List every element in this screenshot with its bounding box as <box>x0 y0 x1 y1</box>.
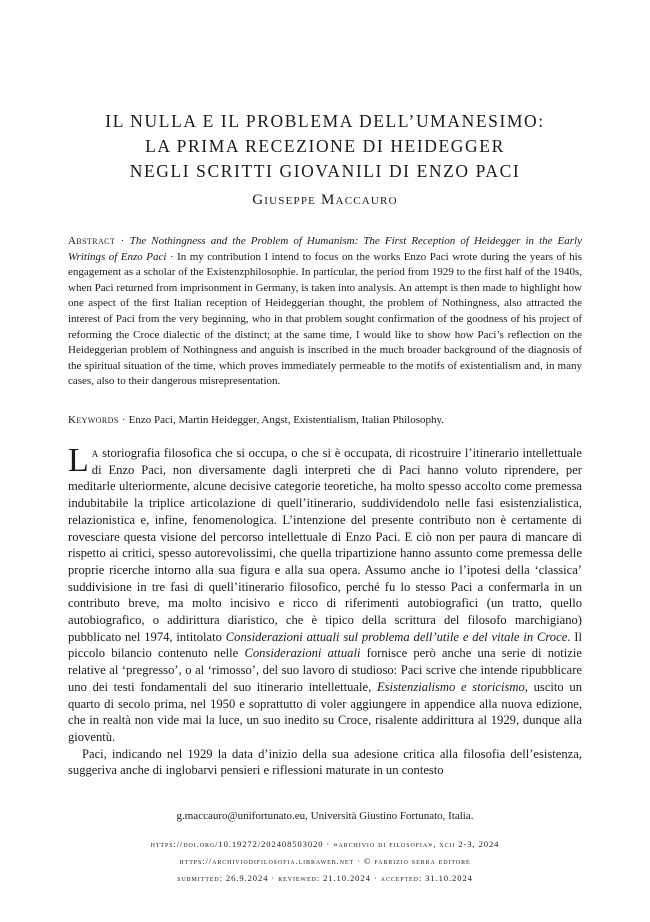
lead-letter: a <box>91 446 99 460</box>
cited-title-3: Esistenzialismo e storicismo <box>376 679 525 694</box>
paragraph-1-text-a: storiografia filosofica che si occupa, o che si è occupata, di ricostruire l’itinerario intellettuale di Enzo Paci, non diversamente dagli interpreti che di Paci hanno voluto riprendere, per meditarle ulteriormente, alcune decisive categorie teoretiche, ha molto spesso accolto come premessa indubitabile la triplice articolazione di quell’itinerario, suddividendolo nelle fasi esistenzialistica, relazionistica e, infine, fenomenologica. L’intenzione del presente contributo non è certamente di rovesciare questa visione del percorso intellettuale di Enzo Paci. E ciò non per paura di mancare di rispetto ai critici, spesso autorevolissimi, che quella tripartizione hanno assunto come premessa delle proprie ricerche intorno alla sua figura e alla sua opera. Assumo anche io l’ipotesi della ‘classica’ suddivisione in tre fasi di quell’itinerario filosofico, perché fu lo stesso Paci a confermarla in un contributo breve, ma molto incisivo e ricco di riferimenti autobiografici (un tratto, quello autobiografico, o addirittura diaristico, che è tipico della scrittura del filosofo marchigiano) pubblicato nel 1974, intitolato <box>68 446 582 644</box>
abstract-text: · In my contribution I intend to focus on the works Enzo Paci wrote during the years of his engagement as a scholar of the Existenzphilosophie. In particular, the period from 1929 to the first half of the 1940s, when Paci returned from imprisonment in Germany, is taken into analysis. An attempt is then made to highlight how one aspect of the first Italian reception of Heideggerian thought, the problem of Nothingness, also attracted the interest of Paci from the very beginning, who in that problem sought confirmation of the goodness of his project of reforming the Croce dialectic of the distinct; at the same time, I would like to show how Paci’s reflection on the Heideggerian problem of Nothingness and anguish is inscribed in the much broader background of the diagnosis of the spiritual situation of the time, which proves immediately permeable to the motifs of existentialism and, in many cases, also to their dangerous misrepresentation. <box>68 250 582 388</box>
keywords <box>68 413 582 429</box>
title-line-3: NEGLI SCRITTI GIOVANILI DI ENZO PACI <box>129 161 521 181</box>
paragraph-1 <box>68 442 583 746</box>
title-line-2: LA PRIMA RECEZIONE DI HEIDEGGER <box>145 136 505 156</box>
cited-title-1: Considerazioni attuali sul problema dell’utile e del vitale in Croce <box>225 629 568 644</box>
paragraph-1-text-b: . Il piccolo bilancio contenuto nelle <box>68 629 582 661</box>
keywords-label: Keywords · <box>68 414 126 426</box>
keywords-text: Enzo Paci, Martin Heidegger, Angst, Existentialism, Italian Philosophy. <box>128 414 445 426</box>
author-name: Giuseppe Maccauro <box>252 192 398 208</box>
abstract <box>68 234 582 390</box>
article-title <box>40 109 610 184</box>
dates-line: submitted: 26.9.2024 · reviewed: 21.10.2024 · accepted: 31.10.2024 <box>177 873 473 883</box>
cited-title-2: Considerazioni attuali <box>244 646 361 661</box>
drop-cap: L <box>68 442 89 479</box>
publisher-line: https://archiviodifilosofia.libraweb.net · © fabrizio serra editore <box>179 856 471 866</box>
paragraph-1-text-d: , uscito un quarto di secolo prima, nel 1950 e soprattutto di voler aggiungere in appendice alla nuova edizione, che in realtà non vide mai la luce, un suo inedito su Croce, risalente addirittura al 1929, dunque alla gioventù. <box>68 679 583 744</box>
author-email-affiliation: g.maccauro@unifortunato.eu, Università Giustino Fortunato, Italia. <box>176 810 474 822</box>
article-body <box>68 442 583 779</box>
title-line-1: IL NULLA E IL PROBLEMA DELL’UMANESIMO: <box>105 111 545 131</box>
abstract-label: Abstract · <box>68 235 125 247</box>
doi-line: https://doi.org/10.19272/202408503020 · «archivio di filosofia», xcii 2-3, 2024 <box>150 839 500 849</box>
paragraph-1-text-c: fornisce però anche una serie di notizie relative al ‘pregresso’, o al ‘rimosso’, del suo lavoro di studioso: Paci scrive che intende ripubblicare uno dei testi fondamentali del suo itinerario intellettuale, <box>68 646 582 694</box>
paragraph-2: Paci, indicando nel 1929 la data d’inizio della sua adesione critica alla filosofia dell’esistenza, suggeriva anche di inglobarvi pensieri e riflessioni maturate in un contesto <box>68 746 582 778</box>
abstract-title: The Nothingness and the Problem of Humanism: The First Reception of Heidegger in the Early Writings of Enzo Paci <box>68 235 582 263</box>
